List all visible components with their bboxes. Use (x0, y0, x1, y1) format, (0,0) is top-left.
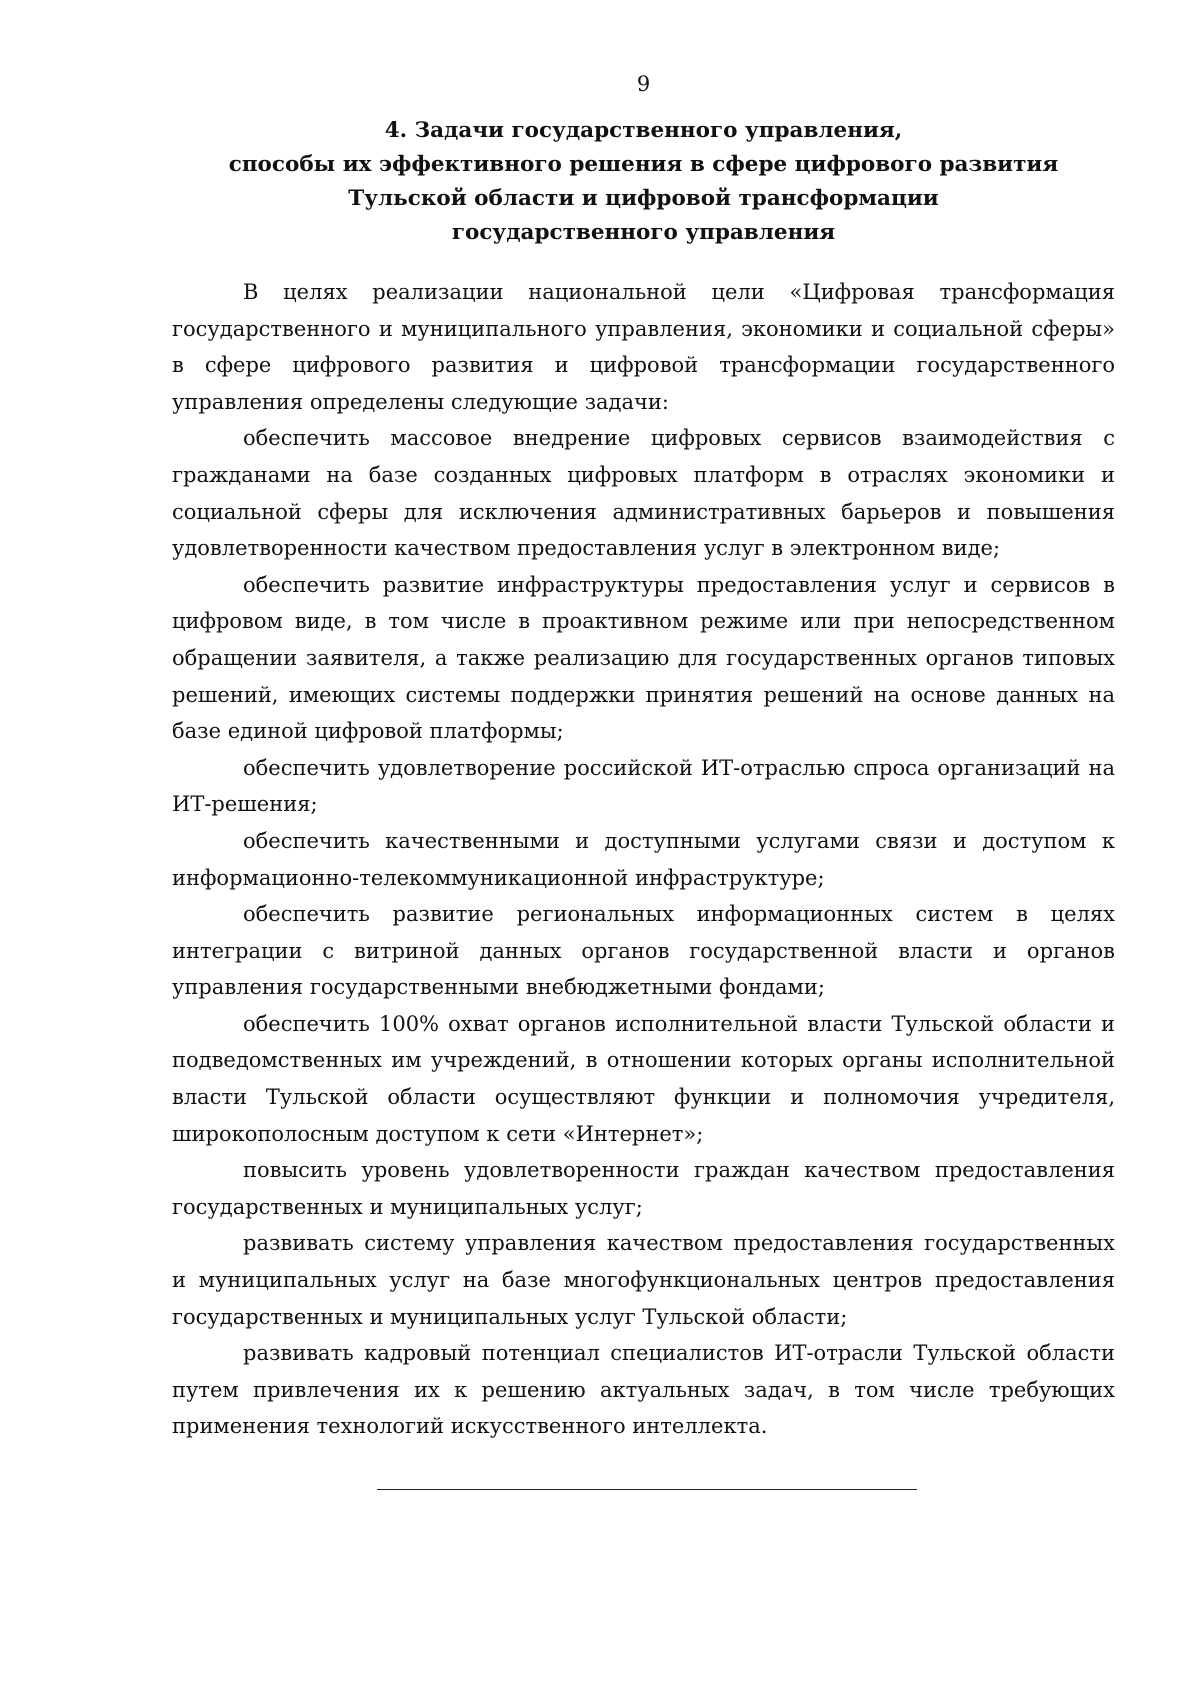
page-number: 9 (636, 72, 651, 96)
task-paragraph: обеспечить развитие инфраструктуры предоставления услуг и сервисов в цифровом виде, в том числе в проактивном режиме или при непосредственном обращении заявителя, а также реализацию для государственных органов типовых решений, имеющих системы поддержки принятия решений на основе данных на базе единой цифровой платформы; (172, 572, 1115, 744)
section-title-line: способы их эффективного решения в сфере цифрового развития (228, 152, 1059, 177)
section-title-line: государственного управления (451, 220, 836, 245)
task-paragraph: повысить уровень удовлетворенности граждан качеством предоставления государственных и муниципальных услуг; (172, 1158, 1115, 1219)
document-page (172, 68, 1115, 1490)
task-paragraph: обеспечить 100% охват органов исполнительной власти Тульской области и подведомственных им учреждений, в отношении которых органы исполнительной власти Тульской области осуществляют функции и полномочия учредителя, широкополосным доступом к сети «Интернет»; (172, 1011, 1115, 1146)
intro-paragraph: В целях реализации национальной цели «Цифровая трансформация государственного и муниципального управления, экономики и социальной сферы» в сфере цифрового развития и цифровой трансформации государственного управления определены следующие задачи: (172, 280, 1115, 414)
task-paragraph: развивать систему управления качеством предоставления государственных и муниципальных услуг на базе многофункциональных центров предоставления государственных и муниципальных услуг Тульской области; (172, 1231, 1115, 1329)
closing-separator-line (377, 1489, 917, 1490)
section-title-line: 4. Задачи государственного управления, (384, 118, 903, 143)
body-text (172, 274, 1115, 1445)
task-paragraph: развивать кадровый потенциал специалистов ИТ-отрасли Тульской области путем привлечения их к решению актуальных задач, в том числе требующих применения технологий искусственного интеллекта. (172, 1341, 1115, 1439)
task-paragraph: обеспечить качественными и доступными услугами связи и доступом к информационно-телекоммуникационной инфраструктуре; (172, 828, 1115, 890)
section-title-line: Тульской области и цифровой трансформации (348, 186, 939, 211)
task-paragraph: обеспечить развитие региональных информационных систем в целях интеграции с витриной данных органов государственной власти и органов управления государственными внебюджетными фондами; (172, 902, 1115, 1000)
task-paragraph: обеспечить массовое внедрение цифровых сервисов взаимодействия с гражданами на базе созданных цифровых платформ в отраслях экономики и социальной сферы для исключения административных барьеров и повышения удовлетворенности качеством предоставления услуг в электронном виде; (172, 426, 1115, 561)
section-title (172, 114, 1115, 250)
task-paragraph: обеспечить удовлетворение российской ИТ-отраслью спроса организаций на ИТ-решения; (172, 755, 1115, 817)
